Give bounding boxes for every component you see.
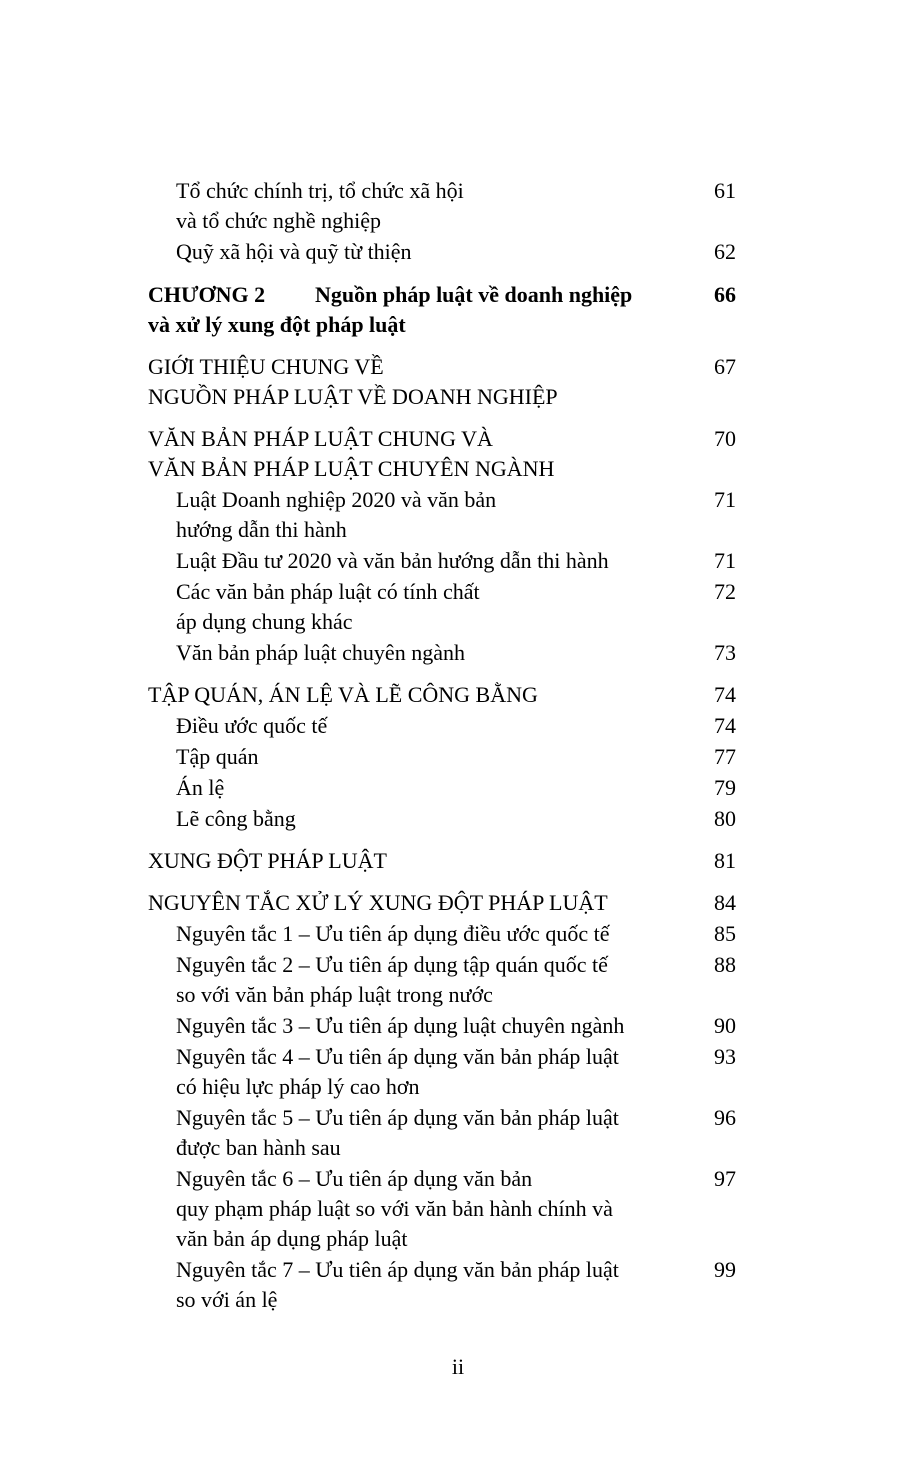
toc-line: [176, 711, 736, 741]
toc-line: [176, 1164, 736, 1194]
toc-entry-text: so với án lệ: [176, 1287, 278, 1312]
toc-entry-text: Nguyên tắc 1 – Ưu tiên áp dụng điều ước quốc tế: [176, 921, 610, 946]
toc-line: [176, 1194, 736, 1224]
chapter-label: CHƯƠNG 2: [148, 282, 266, 307]
toc-line: [176, 1103, 736, 1133]
toc-entry-text: NGUỒN PHÁP LUẬT VỀ DOANH NGHIỆP: [148, 384, 558, 409]
toc-page-number: 70: [714, 426, 736, 451]
toc-line: [148, 280, 736, 310]
toc-line: [148, 888, 736, 918]
toc-entry: [148, 773, 736, 803]
toc-page-number: 93: [714, 1044, 736, 1069]
toc-entry-text: Tổ chức chính trị, tổ chức xã hội: [176, 178, 464, 203]
toc-line: [176, 1042, 736, 1072]
toc-entry: [148, 485, 736, 545]
toc-entry-text: so với văn bản pháp luật trong nước: [176, 982, 493, 1007]
toc-entry: [148, 680, 736, 710]
toc-line: [176, 485, 736, 515]
toc-line: [176, 1255, 736, 1285]
toc-page-number: 84: [714, 890, 736, 915]
toc-line: [148, 846, 736, 876]
toc-page-number: 66: [714, 282, 736, 307]
toc-entry-text: Văn bản pháp luật chuyên ngành: [176, 640, 465, 665]
toc-entry-text: và tổ chức nghề nghiệp: [176, 208, 381, 233]
toc-line: [176, 1224, 736, 1254]
toc-entry-text: quy phạm pháp luật so với văn bản hành chính và: [176, 1196, 613, 1221]
toc-entry-text: được ban hành sau: [176, 1135, 341, 1160]
toc-entry-text: VĂN BẢN PHÁP LUẬT CHUNG VÀ: [148, 426, 493, 451]
toc-page-number: 72: [714, 579, 736, 604]
toc-entry: [148, 742, 736, 772]
toc-line: [176, 1011, 736, 1041]
toc-entry-text: Lẽ công bằng: [176, 806, 296, 831]
toc-line: [176, 206, 736, 236]
toc-entry: [148, 352, 736, 412]
toc-page-number: 62: [714, 239, 736, 264]
toc-entry-text: và xử lý xung đột pháp luật: [148, 312, 406, 337]
toc-entry-text: VĂN BẢN PHÁP LUẬT CHUYÊN NGÀNH: [148, 456, 555, 481]
toc-line: [176, 1133, 736, 1163]
toc-line: [148, 680, 736, 710]
toc-page-number: 81: [714, 848, 736, 873]
toc-entry-text: Nguyên tắc 7 – Ưu tiên áp dụng văn bản pháp luật: [176, 1257, 619, 1282]
toc-entry: [148, 804, 736, 834]
toc-line: [176, 607, 736, 637]
toc-page-number: 80: [714, 806, 736, 831]
toc-line: [176, 1072, 736, 1102]
toc-page-number: 79: [714, 775, 736, 800]
toc-entry: [148, 846, 736, 876]
toc-entry-text: TẬP QUÁN, ÁN LỆ VÀ LẼ CÔNG BẰNG: [148, 682, 538, 707]
toc-line: [176, 546, 736, 576]
toc-line: [176, 577, 736, 607]
toc-entry: [148, 711, 736, 741]
toc-entry-text: [148, 280, 688, 310]
toc-line: [148, 382, 736, 412]
toc-line: [148, 310, 736, 340]
toc-entry: [148, 1011, 736, 1041]
toc-page-number: 74: [714, 713, 736, 738]
toc-entry: [148, 577, 736, 637]
toc-entry-text: Nguyên tắc 2 – Ưu tiên áp dụng tập quán quốc tế: [176, 952, 608, 977]
toc-entry-text: Nguyên tắc 5 – Ưu tiên áp dụng văn bản pháp luật: [176, 1105, 619, 1130]
toc-page-number: 71: [714, 548, 736, 573]
toc-entries: [148, 176, 736, 1316]
toc-line: [176, 638, 736, 668]
toc-entry: [148, 1164, 736, 1254]
toc-entry: [148, 424, 736, 484]
page-number-footer: ii: [451, 1354, 465, 1379]
toc-entry-text: Án lệ: [176, 775, 225, 800]
toc-entry-text: Các văn bản pháp luật có tính chất: [176, 579, 480, 604]
toc-entry-text: áp dụng chung khác: [176, 609, 353, 634]
toc-page-number: 61: [714, 178, 736, 203]
toc-entry-text: XUNG ĐỘT PHÁP LUẬT: [148, 848, 387, 873]
toc-line: [176, 950, 736, 980]
toc-line: [176, 980, 736, 1010]
toc-line: [148, 454, 736, 484]
toc-entry-text: Luật Doanh nghiệp 2020 và văn bản: [176, 487, 497, 512]
toc-page-number: 85: [714, 921, 736, 946]
toc-entry: [148, 1103, 736, 1163]
toc-page-number: 77: [714, 744, 736, 769]
toc-page-number: 67: [714, 354, 736, 379]
toc-entry: [148, 176, 736, 236]
toc-entry: [148, 1255, 736, 1315]
toc-entry-text: Tập quán: [176, 744, 259, 769]
toc-entry: [148, 638, 736, 668]
toc-page-number: 97: [714, 1166, 736, 1191]
toc-entry: [148, 1042, 736, 1102]
toc-entry: [148, 919, 736, 949]
toc-entry-text: Điều ước quốc tế: [176, 713, 328, 738]
toc-entry-text: NGUYÊN TẮC XỬ LÝ XUNG ĐỘT PHÁP LUẬT: [148, 890, 608, 915]
toc-entry-text: Quỹ xã hội và quỹ từ thiện: [176, 239, 412, 264]
toc-entry-text: Nguyên tắc 3 – Ưu tiên áp dụng luật chuyên ngành: [176, 1013, 625, 1038]
toc-page-number: 88: [714, 952, 736, 977]
toc-entry-text: văn bản áp dụng pháp luật: [176, 1226, 408, 1251]
toc-entry: [148, 237, 736, 267]
toc-line: [176, 237, 736, 267]
toc-line: [176, 1285, 736, 1315]
toc-page-number: 71: [714, 487, 736, 512]
toc-line: [176, 773, 736, 803]
toc-line: [176, 919, 736, 949]
toc-line: [176, 515, 736, 545]
toc-entry-text: Luật Đầu tư 2020 và văn bản hướng dẫn thi hành: [176, 548, 609, 573]
chapter-title: Nguồn pháp luật về doanh nghiệp: [315, 282, 633, 307]
toc-line: [148, 352, 736, 382]
toc-entry-text: Nguyên tắc 6 – Ưu tiên áp dụng văn bản: [176, 1166, 533, 1191]
toc-entry: [148, 888, 736, 918]
toc-line: [176, 742, 736, 772]
toc-entry: [148, 546, 736, 576]
toc-page-number: 96: [714, 1105, 736, 1130]
toc-page-number: 90: [714, 1013, 736, 1038]
toc-line: [148, 424, 736, 454]
toc-entry-text: Nguyên tắc 4 – Ưu tiên áp dụng văn bản pháp luật: [176, 1044, 619, 1069]
toc-line: [176, 804, 736, 834]
toc-page-number: 74: [714, 682, 736, 707]
toc-entry: [148, 280, 736, 340]
toc-page-number: 99: [714, 1257, 736, 1282]
toc-entry-text: GIỚI THIỆU CHUNG VỀ: [148, 354, 384, 379]
toc-line: [176, 176, 736, 206]
toc-page-number: 73: [714, 640, 736, 665]
toc-entry-text: hướng dẫn thi hành: [176, 517, 347, 542]
toc-entry-text: có hiệu lực pháp lý cao hơn: [176, 1074, 420, 1099]
toc-entry: [148, 950, 736, 1010]
